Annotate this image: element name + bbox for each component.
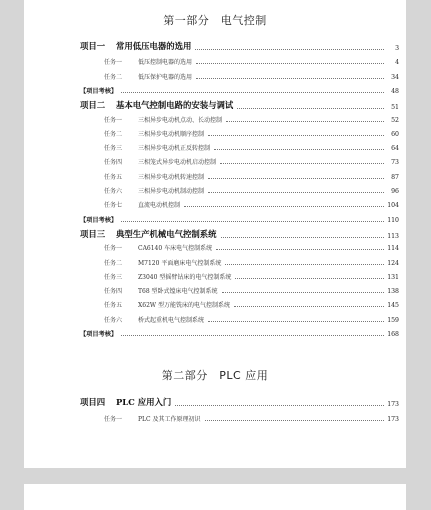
leader-dots [234, 305, 384, 307]
toc-number: 任务六 [104, 316, 123, 324]
leader-dots [237, 107, 384, 109]
toc-task-row[interactable] [80, 197, 399, 209]
leader-dots [208, 320, 384, 322]
toc-project-row[interactable] [80, 228, 399, 240]
toc-number: 任务二 [104, 73, 123, 81]
toc-task-row[interactable] [80, 240, 399, 252]
toc-task-row[interactable] [80, 255, 399, 267]
toc-title: 【项目考核】 [80, 331, 118, 338]
toc-number: 任务一 [104, 59, 123, 67]
toc-task-row[interactable] [80, 126, 399, 138]
toc-number: 任务五 [104, 302, 123, 310]
toc-page-number: 114 [387, 245, 399, 253]
toc-number: 项目一 [80, 41, 106, 51]
leader-dots [226, 120, 384, 122]
toc-title: 【项目考核】 [80, 216, 118, 224]
leader-dots [184, 205, 384, 207]
leader-dots [196, 62, 384, 64]
toc-assess-row[interactable] [80, 212, 399, 224]
leader-dots [221, 236, 385, 238]
toc-page-number: 87 [391, 173, 399, 181]
toc-page-number: 145 [387, 302, 399, 310]
toc-title: 直流电动机控制 [138, 202, 181, 210]
toc-page-number: 34 [391, 73, 399, 81]
toc-title: 三相异步电动机转速控制 [138, 173, 205, 181]
toc-title: PLC 应用入门 [116, 397, 172, 407]
toc-page-number: 104 [387, 202, 399, 210]
toc-task-row[interactable] [80, 154, 399, 166]
toc-task-row[interactable] [80, 312, 399, 324]
toc-number: 任务七 [104, 202, 123, 210]
toc-number: 任务二 [104, 130, 123, 138]
toc-title: M7120 平面磨床电气控制系统 [138, 259, 222, 267]
toc-page-number: 52 [391, 116, 399, 124]
toc-number: 任务四 [104, 288, 123, 296]
toc-number: 任务二 [104, 259, 123, 267]
toc-page-number: 51 [391, 104, 399, 112]
toc-project-row[interactable] [80, 99, 399, 111]
toc-title: X62W 型万能铣床的电气控制系统 [138, 302, 230, 310]
toc-assess-row[interactable] [80, 326, 399, 338]
leader-dots [220, 162, 384, 164]
leader-dots [214, 148, 384, 150]
toc-number: 项目三 [80, 228, 106, 239]
next-page [24, 484, 406, 510]
toc-page-number: 3 [395, 45, 399, 52]
toc-number: 任务三 [104, 145, 123, 153]
toc-page-number: 96 [391, 188, 399, 195]
toc-number: 任务四 [104, 159, 123, 167]
toc-task-row[interactable] [80, 140, 399, 152]
toc-title: 低压保护电器的选用 [138, 73, 193, 81]
toc-page-number: 48 [391, 87, 399, 95]
toc-page-number: 113 [387, 232, 399, 240]
toc-title: 典型生产机械电气控制系统 [116, 228, 217, 239]
toc-title: 三相笼式异步电动机启动控制 [138, 159, 217, 167]
toc-number: 任务三 [104, 273, 123, 281]
toc-page [24, 0, 406, 468]
toc-title: 基本电气控制电路的安装与调试 [116, 100, 234, 111]
toc-task-row[interactable] [80, 112, 399, 124]
leader-dots [208, 191, 384, 193]
toc-page-number: 60 [391, 130, 399, 138]
leader-dots [121, 334, 384, 336]
toc-page-number: 124 [387, 259, 399, 267]
toc-title: 常用低压电器的选用 [116, 41, 192, 51]
part1-title: 第一部分 电气控制 [163, 14, 267, 27]
toc-page-number: 4 [395, 59, 399, 67]
toc-page-number: 173 [387, 401, 399, 408]
toc-title: 桥式起重机电气控制系统 [138, 316, 205, 324]
toc-number: 任务五 [104, 173, 123, 181]
leader-dots [175, 404, 384, 406]
toc-title: 三相异步电动机顺序控制 [138, 130, 205, 138]
toc-number: 任务一 [104, 116, 123, 124]
part2-title: 第二部分 PLC 应用 [161, 369, 269, 382]
toc-task-row[interactable] [80, 283, 399, 295]
leader-dots [225, 263, 384, 265]
toc-number: 任务一 [104, 245, 123, 253]
toc-task-row[interactable] [80, 169, 399, 181]
toc-project-row[interactable] [80, 396, 399, 408]
toc-task-row[interactable] [80, 54, 399, 66]
leader-dots [208, 134, 384, 136]
toc-task-row[interactable] [80, 297, 399, 309]
toc-page-number: 73 [391, 159, 399, 167]
leader-dots [196, 77, 384, 79]
leader-dots [208, 177, 384, 179]
leader-dots [121, 91, 384, 93]
toc-page-number: 64 [391, 145, 399, 153]
toc-project-row[interactable] [80, 40, 399, 52]
toc-title: Z3040 型摇臂钻床的电气控制系统 [138, 273, 232, 281]
toc-task-row[interactable] [80, 269, 399, 281]
toc-task-row[interactable] [80, 183, 399, 195]
toc-number: 项目二 [80, 100, 106, 111]
toc-page-number: 110 [387, 216, 399, 224]
leader-dots [216, 248, 384, 250]
toc-title: 三相异步电动机点动、长动控制 [138, 116, 223, 124]
leader-dots [222, 291, 384, 293]
toc-number: 任务六 [104, 188, 123, 195]
toc-page-number: 159 [387, 316, 399, 324]
leader-dots [205, 419, 384, 421]
toc-number: 项目四 [80, 397, 106, 407]
toc-task-row[interactable] [80, 411, 399, 423]
toc-title: 三相异步电动机制动控制 [138, 188, 205, 195]
leader-dots [121, 220, 384, 222]
toc-title: 【项目考核】 [80, 87, 118, 95]
toc-title: 低压控制电器的选用 [138, 59, 193, 67]
toc-page-number: 131 [387, 273, 399, 281]
toc-assess-row[interactable] [80, 83, 399, 95]
toc-page-number: 168 [387, 331, 399, 338]
toc-title: 三相异步电动机正反转控制 [138, 145, 211, 153]
toc-title: T68 型卧式镗床电气控制系统 [138, 288, 218, 296]
leader-dots [235, 277, 384, 279]
toc-title: CA6140 车床电气控制系统 [138, 245, 213, 253]
toc-number: 任务一 [104, 415, 123, 423]
leader-dots [195, 48, 384, 50]
toc-page-number: 173 [387, 415, 399, 423]
toc-page-number: 138 [387, 288, 399, 296]
toc-title: PLC 及其工作原理初识 [138, 415, 201, 423]
toc-task-row[interactable] [80, 69, 399, 81]
